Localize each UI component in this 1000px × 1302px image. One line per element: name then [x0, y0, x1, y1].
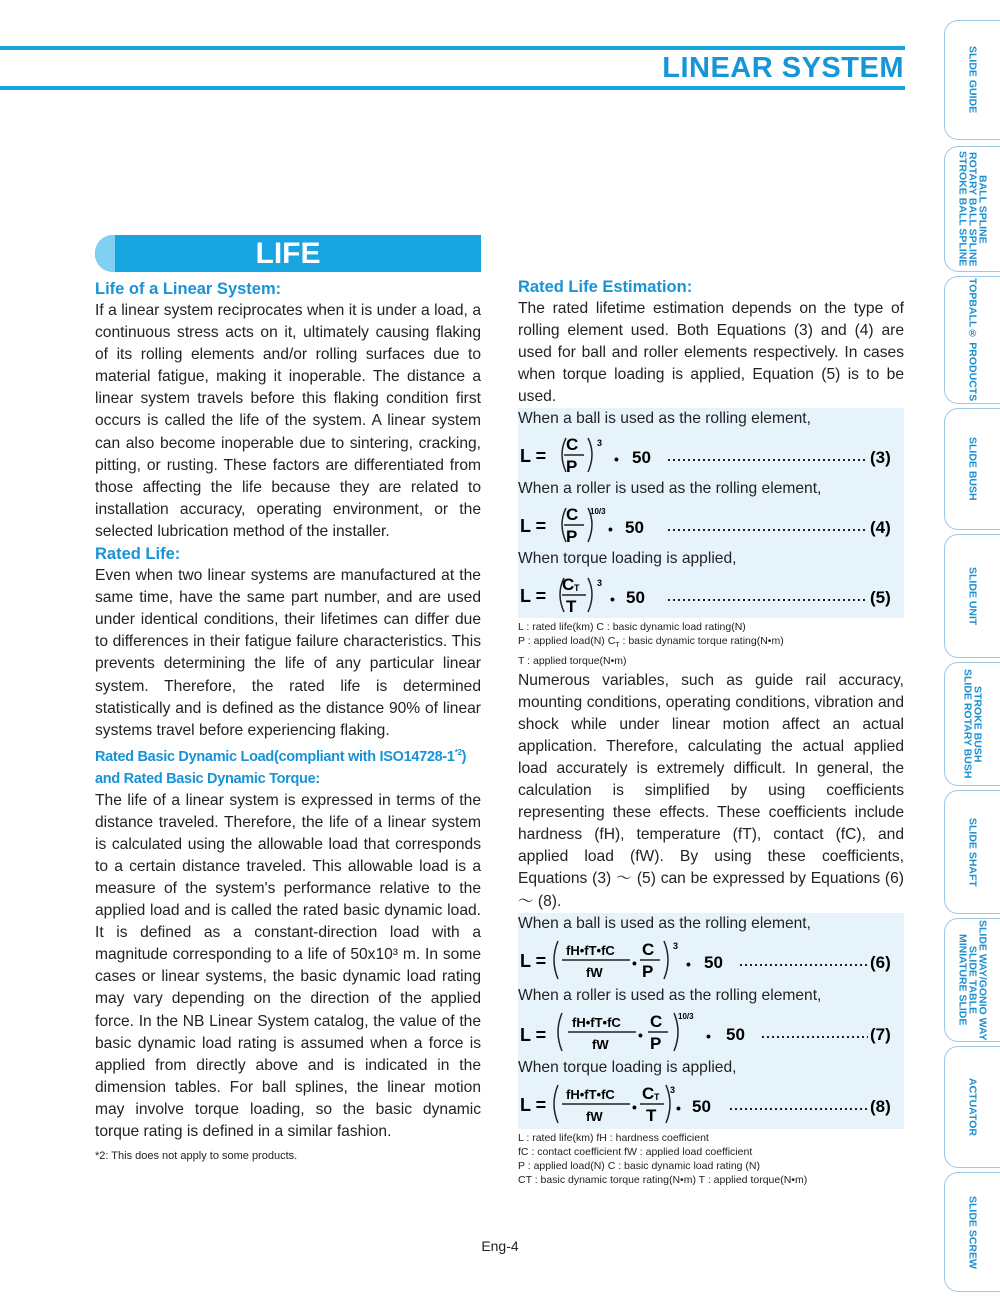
svg-text:10/3: 10/3 — [590, 507, 606, 517]
section-title: LIFE — [255, 237, 321, 270]
tab-actuator[interactable]: ACTUATOR — [944, 1046, 1000, 1168]
svg-text:50: 50 — [726, 1024, 745, 1044]
paragraph-coefficients: Numerous variables, such as guide rail accuracy, mounting conditions, operating conditions, vibration and shock while under linear motion affect an actual application. Therefore, calculating the actual applied load accurately is extremely difficult. In general, the calculation is simplified by using coefficients representing these effects. These coefficients include hardness (fH), temperature (fT), contact (fC), and applied load (fW). By using these coefficients, Equations (3) 〜 (5) can be expressed by Equations (6) 〜 (8). — [518, 671, 904, 910]
tab-slide-unit[interactable]: SLIDE UNIT — [944, 534, 1000, 658]
svg-text:L =: L = — [520, 446, 547, 467]
svg-text:(7): (7) — [870, 1024, 891, 1044]
svg-text:L =: L = — [520, 516, 547, 537]
tab-slide-screw[interactable]: SLIDE SCREW — [944, 1172, 1000, 1292]
page-number: Eng-4 — [481, 1238, 519, 1254]
svg-text:50: 50 — [692, 1096, 711, 1116]
header-rule-top — [0, 46, 905, 50]
svg-text:fW: fW — [586, 964, 603, 980]
equation-7 — [518, 1007, 904, 1057]
svg-text:L =: L = — [520, 950, 547, 971]
svg-text:•: • — [686, 955, 691, 972]
svg-text:3: 3 — [597, 578, 603, 589]
svg-text:•: • — [614, 451, 619, 468]
svg-text:C: C — [642, 1083, 655, 1103]
tab-slide-bush[interactable]: SLIDE BUSH — [944, 408, 1000, 530]
paragraph-rated-life: Even when two linear systems are manufactured at the same time, have the same part number, and are used under identical conditions, their lifetimes can differ due to differences in their fatigue failure characteristics. This prevents determining the life of any particular linear system. Therefore, the rated life is determined statistically and is defined as the distance 90% of linear systems travel before experiencing flaking. — [95, 567, 481, 739]
equation-5 — [518, 570, 904, 618]
paragraph-dynamic-load: The life of a linear system is expressed in terms of the distance traveled. Therefore, the life of a linear system is calculated using the allowable load that corresponds to a certain distance traveled. This allowable load is a measure of the system's performance relative to the applied load and is called the rated basic dynamic load. It is defined as a constant-direction load with a magnitude corresponding to a life of 50x10³ m. In some cases or linear systems, the basic dynamic load rating may vary depending on the direction of the applied force. In the NB Linear System catalog, the value of the basic dynamic load rating is assumed when a force is applied from directly above and is indicated in the dimension tables. For ball splines, the linear motion may involve torque loading, so the basic dynamic torque rating is defined in a similar fashion. — [95, 791, 481, 1141]
heading-rated-life: Rated Life: — [95, 545, 181, 564]
svg-text:C: C — [642, 939, 655, 959]
svg-text:3: 3 — [597, 438, 603, 449]
svg-text:•: • — [676, 1099, 681, 1116]
svg-text:P: P — [566, 527, 578, 547]
equation-box-2 — [518, 913, 904, 1129]
svg-text:•: • — [706, 1027, 711, 1044]
heading-rated-life-estimation: Rated Life Estimation: — [518, 278, 693, 296]
svg-text:T: T — [646, 1105, 657, 1125]
svg-text:C: C — [566, 435, 579, 455]
svg-text:fH•fT•fC: fH•fT•fC — [566, 1086, 615, 1102]
tab-slide-shaft[interactable]: SLIDE SHAFT — [944, 790, 1000, 914]
equation-caption-roller: When a roller is used as the rolling element, — [518, 480, 822, 498]
svg-text:•: • — [638, 1026, 643, 1043]
svg-text:P: P — [566, 457, 578, 477]
svg-text:(3): (3) — [870, 448, 891, 468]
svg-text:3: 3 — [670, 1084, 676, 1095]
equation-caption-ball: When a ball is used as the rolling element, — [518, 410, 811, 428]
svg-text:P: P — [642, 961, 654, 981]
equation-caption-torque-2: When torque loading is applied, — [518, 1058, 737, 1076]
svg-text:•: • — [632, 954, 637, 971]
svg-text:•: • — [608, 521, 613, 538]
heading-rated-basic-dynamic-load: Rated Basic Dynamic Load(compliant with ISO14728-1$^{*2}$) and Rated Basic Dynamic Torque: — [95, 747, 467, 787]
svg-text:•: • — [632, 1098, 637, 1115]
header-rule-bottom — [0, 86, 905, 90]
svg-text:50: 50 — [632, 448, 651, 468]
equation-caption-ball-2: When a ball is used as the rolling element, — [518, 914, 811, 932]
legend-equations-3-5: L : rated life(km) C : basic dynamic load rating(N) P : applied load(N) $C_T$ : basic dynamic torque rating(N•m) T : applied torque(N•m) — [518, 621, 784, 667]
svg-text:T: T — [566, 597, 577, 617]
tab-slide-way[interactable]: SLIDE WAY/GONIO WAY SLIDE TABLE MINIATURE SLIDE — [944, 918, 1000, 1042]
equation-4 — [518, 500, 904, 548]
svg-text:L =: L = — [520, 1094, 547, 1115]
paragraph-life: If a linear system reciprocates when it is under a load, a continuous stress acts on it, ultimately causing flaking of its rolling elements and/or rolling surfaces due to material fatigue, making it inoperable. The distance a linear system travels before this flaking condition first occurs is called the life of the system. A linear system can also become inoperable due to sintering, cracking, pitting, or rusting. These factors are differentiated from those affecting the life because they are related to installation accuracy, operating environment, or the selected lubrication method of the installer. — [95, 302, 481, 540]
svg-text:C: C — [650, 1011, 663, 1031]
svg-text:fH•fT•fC: fH•fT•fC — [572, 1014, 621, 1030]
svg-text:(8): (8) — [870, 1096, 891, 1116]
tab-stroke-bush[interactable]: STROKE BUSH SLIDE ROTARY BUSH — [944, 662, 1000, 786]
svg-text:3: 3 — [673, 940, 679, 951]
svg-text:(4): (4) — [870, 518, 891, 538]
equation-caption-roller-2: When a roller is used as the rolling element, — [518, 986, 822, 1004]
tab-topball-products[interactable]: TOPBALL® PRODUCTS — [944, 276, 1000, 404]
equation-caption-torque: When torque loading is applied, — [518, 550, 737, 568]
svg-text:C: C — [562, 575, 575, 595]
svg-text:T: T — [654, 1091, 660, 1102]
svg-text:10/3: 10/3 — [678, 1011, 694, 1021]
svg-text:fW: fW — [586, 1108, 603, 1124]
svg-text:fH•fT•fC: fH•fT•fC — [566, 942, 615, 958]
svg-text:T: T — [574, 583, 580, 594]
right-column — [518, 276, 904, 1187]
svg-text:(6): (6) — [870, 952, 891, 972]
equation-8 — [518, 1079, 904, 1129]
page-header-title: LINEAR SYSTEM — [662, 52, 904, 84]
svg-text:50: 50 — [704, 952, 723, 972]
footnote: *2: This does not apply to some products. — [95, 1150, 298, 1163]
equation-3 — [518, 430, 904, 478]
svg-text:(5): (5) — [870, 588, 891, 608]
equation-box-1 — [518, 408, 904, 618]
svg-text:L =: L = — [520, 586, 547, 607]
legend-equations-6-8: L : rated life(km) fH : hardness coefficient fC : contact coefficient fW : applied load coefficient P : applied load(N) C : basic dynamic load rating (N) CT : basic dynamic torque rating(N•m) T : applied torque(N•m) — [518, 1131, 808, 1186]
svg-text:fW: fW — [592, 1036, 609, 1052]
section-banner — [95, 235, 481, 272]
svg-text:•: • — [610, 591, 615, 608]
category-tabs — [944, 14, 1000, 1294]
left-column — [95, 278, 481, 1163]
paragraph-estimation: The rated lifetime estimation depends on the type of rolling element used. Both Equations (3) and (4) are used for ball and roller elements respectively. In cases when torque loading is applied, Equation (5) is to be used. — [518, 300, 904, 406]
svg-text:C: C — [566, 505, 579, 525]
svg-text:P: P — [650, 1033, 662, 1053]
equation-6 — [518, 935, 904, 985]
tab-ball-spline[interactable]: BALL SPLINE ROTARY BALL SPLINE STROKE BALL SPLINE — [944, 146, 1000, 272]
svg-text:L =: L = — [520, 1024, 547, 1045]
svg-text:50: 50 — [626, 588, 645, 608]
svg-text:50: 50 — [625, 518, 644, 538]
heading-life-of-linear-system: Life of a Linear System: — [95, 280, 282, 298]
tab-slide-guide[interactable]: SLIDE GUIDE — [944, 20, 1000, 140]
